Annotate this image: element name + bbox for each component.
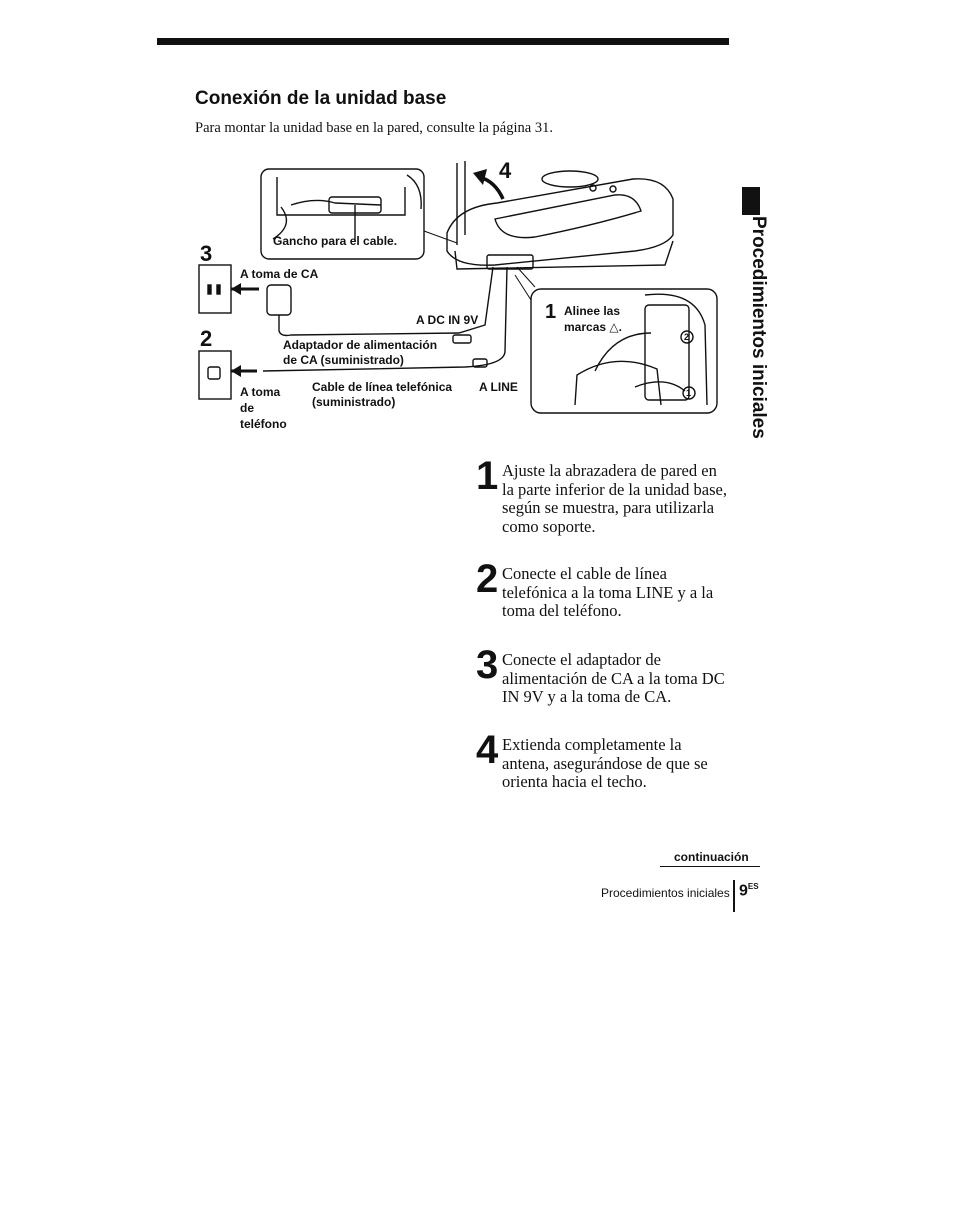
inset-step-number: 1 [545,301,557,323]
section-heading: Conexión de la unidad base [195,88,447,109]
step-2-number: 2 [476,557,499,601]
label-line-jack: A LINE [479,380,518,394]
step-1-text: Ajuste la abrazadera de pared en la parte inferior de la unidad base, según se muestra, para utilizarla como soporte. [502,461,727,536]
step-4 [476,728,736,796]
step-3-number: 3 [476,643,499,687]
top-rule [157,38,729,45]
label-ac-outlet: A toma de CA [240,267,319,281]
continued-label: continuación [674,850,749,864]
page-number-suffix: ES [747,882,759,891]
label-adapter-line1: Adaptador de alimentación [283,338,438,352]
step-3 [476,643,736,711]
label-dc-in: A DC IN 9V [416,313,479,327]
footer-section-name: Procedimientos iniciales [601,886,730,900]
intro-text: Para montar la unidad base en la pared, consulte la página 31. [195,120,553,136]
diagram-step-2: 2 [200,326,213,351]
step-3-text: Conecte el adaptador de alimentación de CA a la toma DC IN 9V y a la toma de CA. [502,650,725,706]
side-tab-marker [742,187,760,215]
antenna [457,161,465,245]
connection-diagram [195,155,735,440]
side-tab-label: Procedimientos iniciales [748,216,769,439]
antenna-arrowhead-icon [473,169,487,185]
label-adapter-line2: de CA (suministrado) [283,353,404,367]
label-phone-jack-line3: teléfono [240,417,287,431]
step-4-text: Extienda completamente la antena, asegurándose de que se orienta hacia el techo. [502,735,708,791]
step-2-text: Conecte el cable de línea telefónica a la toma LINE y a la toma del teléfono. [502,564,714,620]
inset-text-line2: marcas △. [564,320,622,334]
step-1 [476,454,736,542]
base-unit [447,171,673,269]
footer-divider [733,880,735,912]
step-2 [476,557,736,625]
label-phone-jack-line1: A toma [240,385,281,399]
label-phone-jack-line2: de [240,401,255,415]
diagram-step-3: 3 [200,241,213,266]
continued-rule [660,866,760,867]
inset-text-line1: Alinee las [564,304,621,318]
page-number-value: 9 [739,882,748,900]
inset-mark-2: 2 [684,332,690,342]
label-phone-cable-line1: Cable de línea telefónica [312,380,453,394]
label-cable-hook: Gancho para el cable. [273,234,398,248]
step-1-number: 1 [476,454,499,498]
inset-mark-1: 1 [686,388,692,398]
label-phone-cable-line2: (suministrado) [312,395,396,409]
diagram-step-4: 4 [499,158,512,183]
step-4-number: 4 [476,728,499,772]
page-number [739,882,759,900]
